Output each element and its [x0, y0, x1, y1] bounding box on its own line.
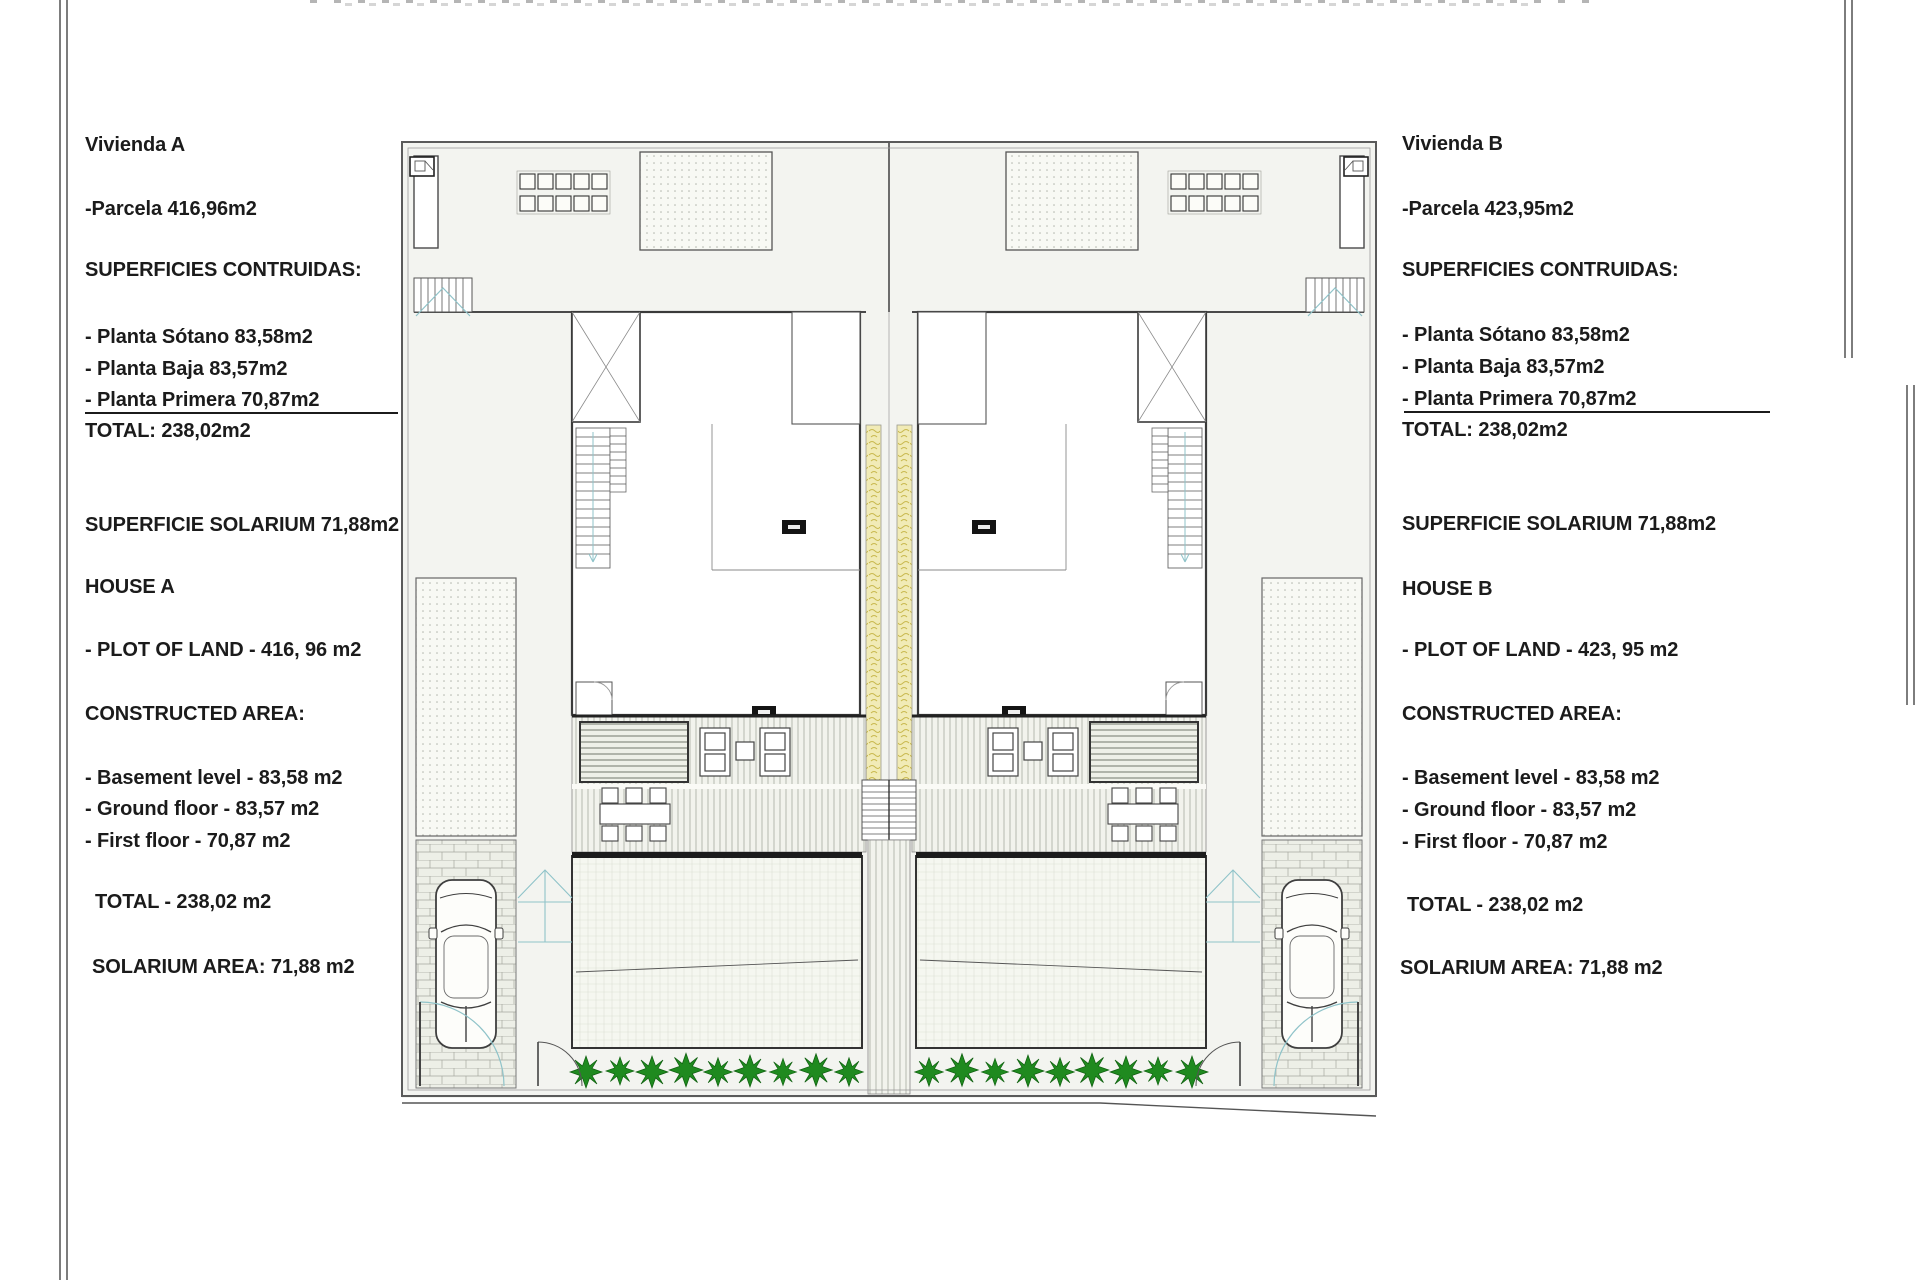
constructed-heading-a: CONSTRUCTED AREA:	[85, 703, 305, 725]
planter-bed	[416, 578, 516, 836]
car-icon	[429, 880, 503, 1048]
centre-stairs-icon	[862, 780, 916, 840]
sheet-border-right-inner	[1851, 0, 1853, 358]
first-a: - First floor - 70,87 m2	[85, 830, 291, 852]
superficies-heading-b: SUPERFICIES CONTRUIDAS:	[1402, 259, 1679, 281]
parcela-a: -Parcela 416,96m2	[85, 198, 257, 220]
door-marker-icon	[782, 520, 806, 534]
wc-room	[576, 682, 612, 715]
sheet-border-left-inner	[66, 0, 68, 1280]
basement-b: - Basement level - 83,58 m2	[1402, 767, 1660, 789]
ground-b: - Ground floor - 83,57 m2	[1402, 799, 1637, 821]
pergola-icon	[580, 722, 688, 782]
planta-baja-a: - Planta Baja 83,57m2	[85, 358, 288, 380]
total-en-a: TOTAL - 238,02 m2	[95, 891, 272, 913]
total-es-b: TOTAL: 238,02m2	[1402, 419, 1568, 441]
basement-a: - Basement level - 83,58 m2	[85, 767, 343, 789]
parcela-b: -Parcela 423,95m2	[1402, 198, 1574, 220]
party-wall-yellow	[866, 425, 881, 780]
vivienda-b-title: Vivienda B	[1402, 133, 1503, 155]
constructed-heading-b: CONSTRUCTED AREA:	[1402, 703, 1622, 725]
solarium-en-b: SOLARIUM AREA: 71,88 m2	[1400, 957, 1663, 979]
sheet-border-right-outer	[1844, 0, 1846, 358]
planta-sotano-b: - Planta Sótano 83,58m2	[1402, 324, 1630, 346]
sheet-border-left-outer	[59, 0, 61, 1280]
vivienda-a-title: Vivienda A	[85, 134, 186, 156]
skylight-x-icon	[572, 312, 640, 422]
total-en-b: TOTAL - 238,02 m2	[1407, 894, 1584, 916]
sheet-border-far-right-inner	[1913, 385, 1915, 705]
house-b-heading: HOUSE B	[1402, 578, 1493, 600]
solarium-es-a: SUPERFICIE SOLARIUM 71,88m2	[85, 514, 400, 536]
exterior-stairs-icon	[414, 278, 472, 316]
ground-a: - Ground floor - 83,57 m2	[85, 798, 320, 820]
first-b: - First floor - 70,87 m2	[1402, 831, 1608, 853]
plot-b: - PLOT OF LAND - 423, 95 m2	[1402, 639, 1679, 661]
superficies-heading-a: SUPERFICIES CONTRUIDAS:	[85, 259, 362, 281]
house-a-heading: HOUSE A	[85, 576, 175, 598]
solarium-es-b: SUPERFICIE SOLARIUM 71,88m2	[1402, 513, 1717, 535]
dining-set-icon	[600, 788, 670, 841]
solarium-en-a: SOLARIUM AREA: 71,88 m2	[92, 956, 355, 978]
house-block	[572, 312, 860, 718]
planta-primera-a: - Planta Primera 70,87m2	[85, 389, 320, 411]
underline-a	[85, 412, 398, 414]
upper-room	[792, 312, 860, 424]
underline-b	[1404, 411, 1770, 413]
deck-terrace	[572, 715, 866, 852]
planta-sotano-a: - Planta Sótano 83,58m2	[85, 326, 313, 348]
roof-terrace-hatched	[640, 152, 772, 250]
planta-baja-b: - Planta Baja 83,57m2	[1402, 356, 1605, 378]
centre-walkway	[868, 840, 910, 1094]
cropped-header-marks-2	[345, 3, 1535, 6]
meter-box-icon	[410, 157, 434, 176]
swimming-pool	[572, 852, 862, 1048]
site-plan	[400, 140, 1378, 1132]
total-es-a: TOTAL: 238,02m2	[85, 420, 251, 442]
sheet-border-far-right-outer	[1906, 385, 1908, 705]
planta-primera-b: - Planta Primera 70,87m2	[1402, 388, 1637, 410]
plot-a: - PLOT OF LAND - 416, 96 m2	[85, 639, 362, 661]
